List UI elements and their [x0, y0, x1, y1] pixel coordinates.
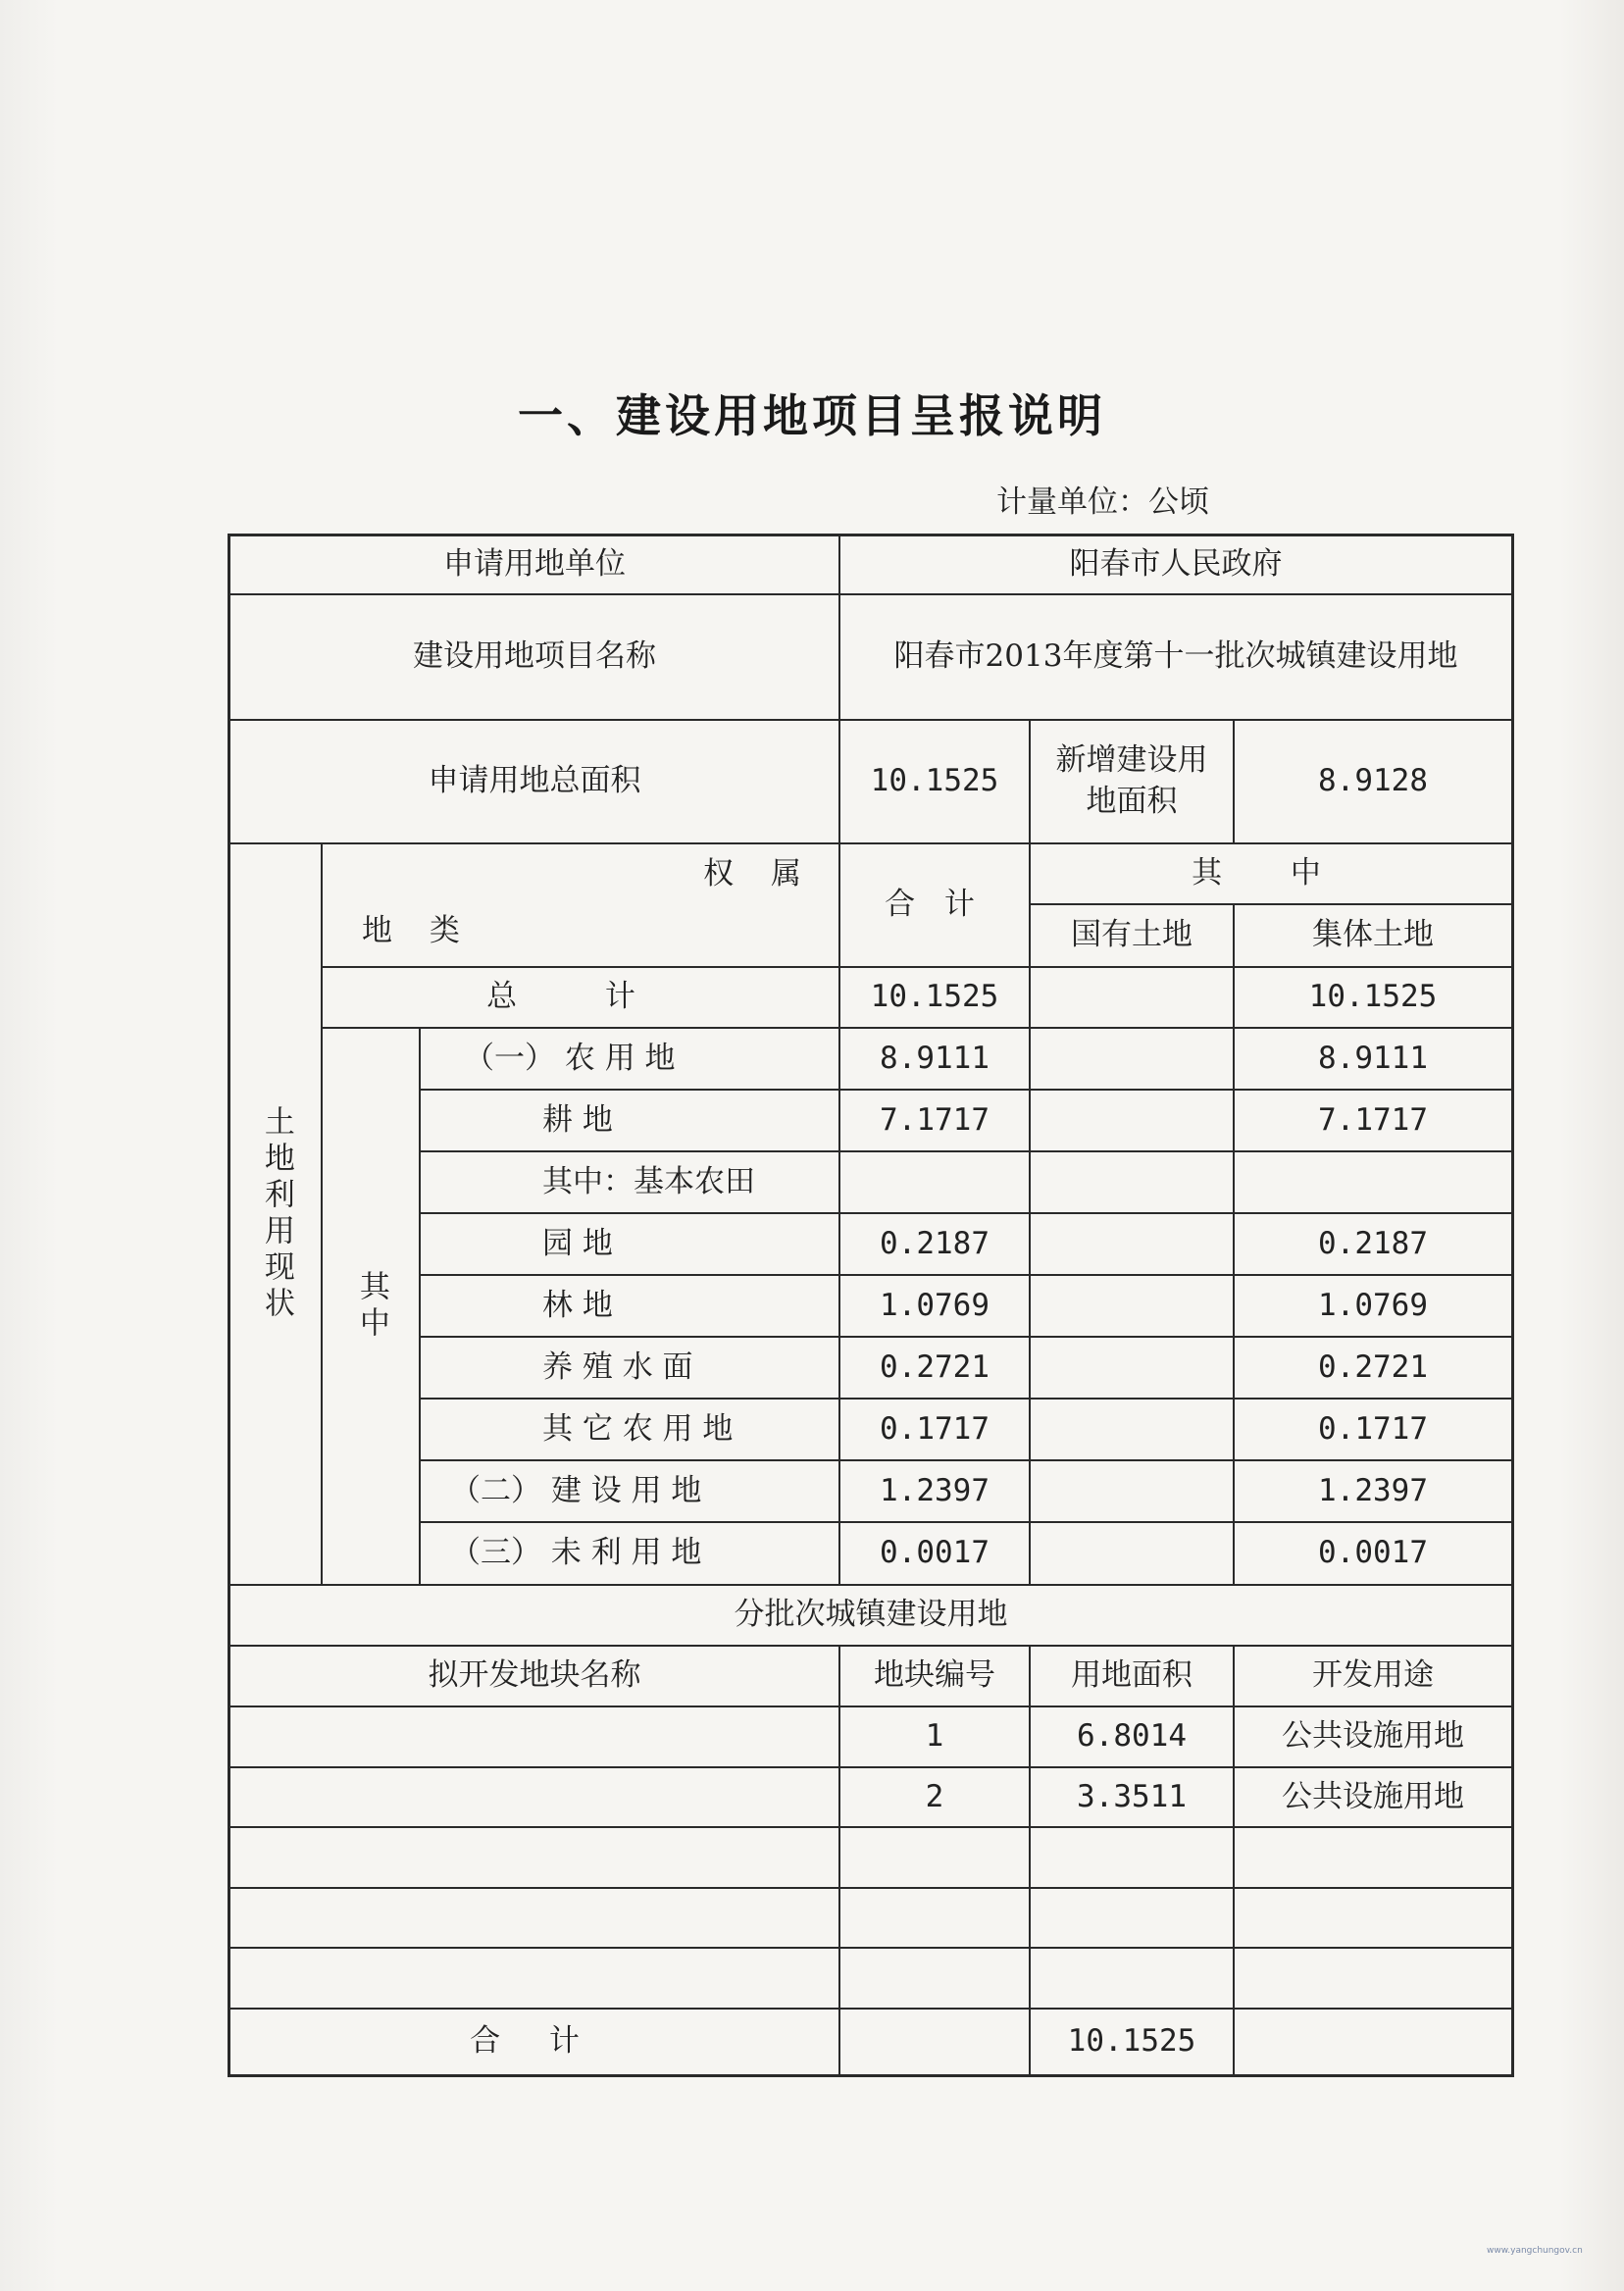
batch-row-area: [1031, 1828, 1235, 1889]
landuse-row-state: [1031, 1152, 1235, 1214]
col-landtype: 地 类: [362, 913, 474, 949]
landuse-row-collective: 0.2721: [1235, 1338, 1511, 1400]
landuse-row-state: [1031, 1276, 1235, 1338]
batch-row-name: [230, 1949, 840, 2010]
batch-col-area: 用地面积: [1031, 1647, 1235, 1707]
landuse-row-collective: 0.2187: [1235, 1214, 1511, 1276]
landuse-row-collective: [1235, 1152, 1511, 1214]
batch-total-number: [840, 2010, 1031, 2074]
batch-total-area: 10.1525: [1031, 2010, 1235, 2074]
report-table: [228, 534, 1514, 2077]
landuse-row-state: [1031, 1400, 1235, 1461]
batch-row-number: 1: [840, 1707, 1031, 1768]
grand-total-value: 10.1525: [840, 968, 1031, 1029]
col-among: 其 中: [1031, 844, 1511, 905]
landuse-row-state: [1031, 1029, 1235, 1091]
batch-row-area: [1031, 1889, 1235, 1949]
page-title: 一、建设用地项目呈报说明: [518, 389, 1106, 442]
landuse-row-total: 0.2187: [840, 1214, 1031, 1276]
batch-row-use: 公共设施用地: [1235, 1768, 1511, 1828]
unit-label: 计量单位：公顷: [996, 484, 1209, 520]
grand-total-state: [1031, 968, 1235, 1029]
batch-section-title: 分批次城镇建设用地: [230, 1586, 1511, 1647]
landuse-row-collective: 0.1717: [1235, 1400, 1511, 1461]
col-collective: 集体土地: [1235, 905, 1511, 968]
batch-row-number: [840, 1889, 1031, 1949]
landuse-row-total: 1.2397: [840, 1461, 1031, 1523]
batch-total-use: [1235, 2010, 1511, 2074]
landuse-row-collective: 1.0769: [1235, 1276, 1511, 1338]
landuse-row-total: 0.1717: [840, 1400, 1031, 1461]
project-label: 建设用地项目名称: [230, 595, 840, 721]
landuse-row-label: 园 地: [421, 1214, 840, 1276]
new-area-value: 8.9128: [1235, 721, 1511, 844]
landuse-row-collective: 7.1717: [1235, 1091, 1511, 1152]
batch-row-use: [1235, 1949, 1511, 2010]
among-label-cell: [323, 1029, 421, 1586]
landuse-row-label: （二） 建 设 用 地: [421, 1461, 840, 1523]
batch-row-use: 公共设施用地: [1235, 1707, 1511, 1768]
landuse-side-label: [230, 844, 323, 1586]
landuse-header-corner: [323, 844, 840, 968]
landuse-row-collective: 0.0017: [1235, 1523, 1511, 1586]
batch-total-label: 合 计: [230, 2010, 840, 2074]
batch-row-area: [1031, 1949, 1235, 2010]
project-value: 阳春市2013年度第十一批次城镇建设用地: [840, 595, 1511, 721]
batch-row-number: [840, 1828, 1031, 1889]
applicant-value: 阳春市人民政府: [840, 536, 1511, 595]
total-area-value: 10.1525: [840, 721, 1031, 844]
grand-total-label: 总 计: [323, 968, 840, 1029]
landuse-row-total: 8.9111: [840, 1029, 1031, 1091]
site-watermark: www.yangchungov.cn: [1487, 2246, 1583, 2256]
landuse-row-total: [840, 1152, 1031, 1214]
landuse-row-total: 1.0769: [840, 1276, 1031, 1338]
landuse-row-total: 0.2721: [840, 1338, 1031, 1400]
batch-row-area: 3.3511: [1031, 1768, 1235, 1828]
landuse-row-total: 7.1717: [840, 1091, 1031, 1152]
landuse-row-state: [1031, 1091, 1235, 1152]
batch-row-name: [230, 1768, 840, 1828]
landuse-row-label: 耕 地: [421, 1091, 840, 1152]
landuse-row-label: 其中：基本农田: [421, 1152, 840, 1214]
batch-row-number: [840, 1949, 1031, 2010]
batch-col-use: 开发用途: [1235, 1647, 1511, 1707]
landuse-row-state: [1031, 1214, 1235, 1276]
landuse-row-label: 养 殖 水 面: [421, 1338, 840, 1400]
batch-row-use: [1235, 1828, 1511, 1889]
applicant-label: 申请用地单位: [230, 536, 840, 595]
batch-row-name: [230, 1707, 840, 1768]
new-area-label: 新增建设用地面积: [1031, 721, 1235, 844]
landuse-row-label: （三） 未 利 用 地: [421, 1523, 840, 1586]
landuse-row-total: 0.0017: [840, 1523, 1031, 1586]
landuse-row-state: [1031, 1461, 1235, 1523]
landuse-row-label: 其 它 农 用 地: [421, 1400, 840, 1461]
landuse-row-state: [1031, 1523, 1235, 1586]
landuse-row-collective: 8.9111: [1235, 1029, 1511, 1091]
landuse-side-text: 土地利用现状: [258, 1105, 294, 1323]
grand-total-collective: 10.1525: [1235, 968, 1511, 1029]
col-total: 合 计: [840, 844, 1031, 968]
landuse-row-state: [1031, 1338, 1235, 1400]
batch-row-area: 6.8014: [1031, 1707, 1235, 1768]
among-label: 其中: [353, 1270, 389, 1343]
total-area-label: 申请用地总面积: [230, 721, 840, 844]
batch-row-use: [1235, 1889, 1511, 1949]
batch-row-name: [230, 1889, 840, 1949]
landuse-row-collective: 1.2397: [1235, 1461, 1511, 1523]
batch-row-number: 2: [840, 1768, 1031, 1828]
batch-col-number: 地块编号: [840, 1647, 1031, 1707]
landuse-row-label: 林 地: [421, 1276, 840, 1338]
col-ownership: 权 属: [703, 856, 815, 891]
batch-row-name: [230, 1828, 840, 1889]
col-state: 国有土地: [1031, 905, 1235, 968]
landuse-row-label: （一） 农 用 地: [421, 1029, 840, 1091]
batch-col-name: 拟开发地块名称: [230, 1647, 840, 1707]
